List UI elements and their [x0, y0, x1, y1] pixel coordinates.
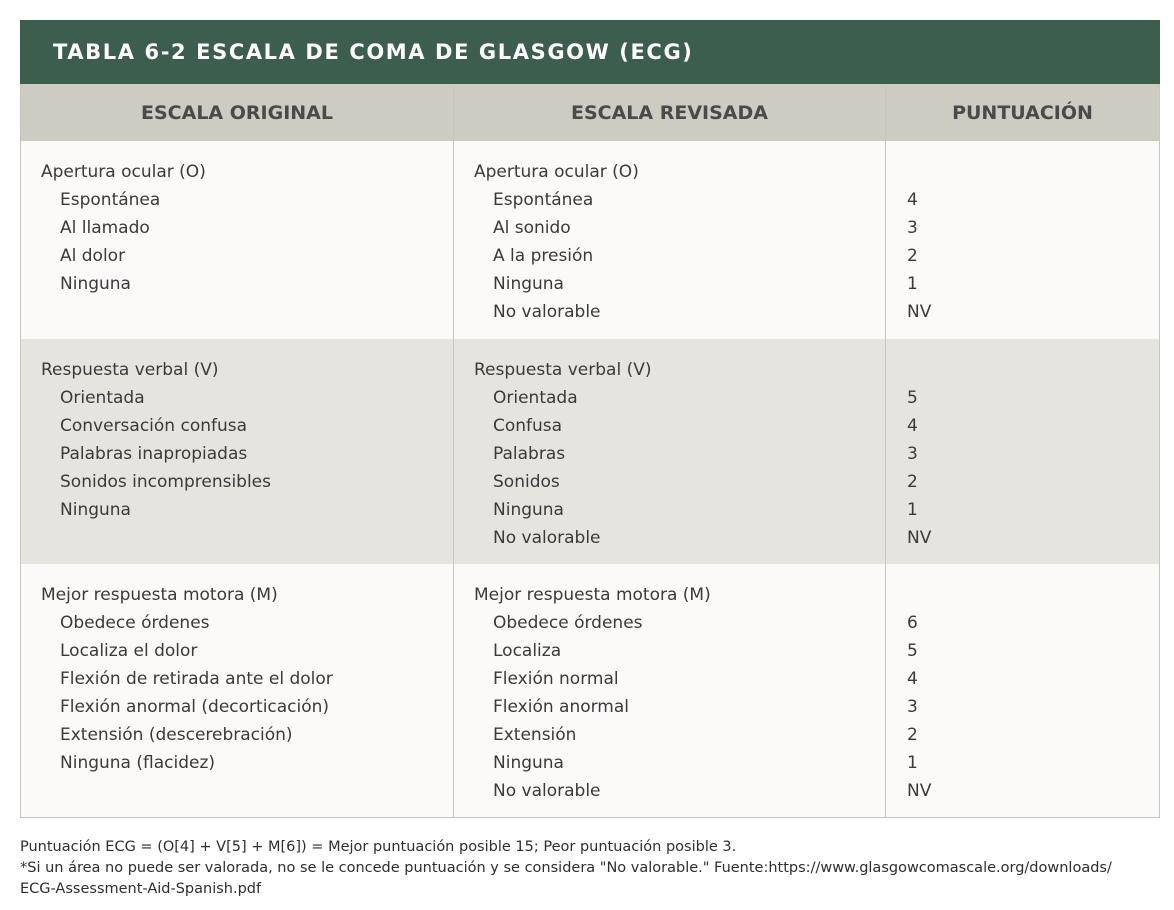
list-item: Localiza: [493, 641, 562, 661]
table-title: TABLA 6-2 ESCALA DE COMA DE GLASGOW (ECG): [20, 20, 1160, 84]
list-item: Sonidos: [493, 472, 560, 492]
list-item: Ninguna: [493, 274, 564, 294]
score-value: NV: [907, 781, 932, 801]
revised-column: [454, 564, 886, 817]
list-item: Sonidos incomprensibles: [60, 472, 271, 492]
list-item: A la presión: [493, 246, 594, 266]
score-value: 3: [907, 697, 918, 717]
section-verbal-response: [21, 339, 1159, 564]
footnote-source: *Si un área no puede ser valorada, no se le concede puntuación y se considera "No valorable." Fuente:https://www.glasgowcomascale.org/downloads/: [20, 860, 1112, 876]
score-column: [886, 564, 1159, 817]
original-column: [21, 564, 454, 817]
list-item: Palabras: [493, 444, 566, 464]
list-item: Ninguna: [60, 500, 131, 520]
score-value: 1: [907, 274, 918, 294]
section-heading: Mejor respuesta motora (M): [41, 585, 278, 605]
list-item: Palabras inapropiadas: [60, 444, 248, 464]
score-value: 6: [907, 613, 918, 633]
table-grid: [20, 84, 1160, 818]
header-original: ESCALA ORIGINAL: [21, 84, 454, 141]
footnotes: [20, 837, 1160, 900]
section-motor-response: [21, 564, 1159, 817]
section-heading: Respuesta verbal (V): [41, 360, 219, 380]
header-revised: ESCALA REVISADA: [454, 84, 886, 141]
list-item: Ninguna: [60, 274, 131, 294]
score-column: [886, 339, 1159, 564]
score-value: 2: [907, 472, 918, 492]
score-value: NV: [907, 302, 932, 322]
list-item: No valorable: [493, 781, 601, 801]
list-item: Obedece órdenes: [60, 613, 210, 633]
score-value: 4: [907, 190, 918, 210]
list-item: Extensión (descerebración): [60, 725, 293, 745]
footnote-source-cont: ECG-Assessment-Aid-Spanish.pdf: [20, 881, 262, 897]
header-score: PUNTUACIÓN: [952, 101, 1093, 124]
section-heading: Apertura ocular (O): [41, 162, 206, 182]
list-item: Extensión: [493, 725, 577, 745]
original-column: [21, 339, 454, 564]
section-heading: Respuesta verbal (V): [474, 360, 652, 380]
list-item: Al dolor: [60, 246, 126, 266]
score-value: 3: [907, 218, 918, 238]
glasgow-table: [20, 20, 1160, 818]
list-item: Ninguna: [493, 753, 564, 773]
list-item: Flexión normal: [493, 669, 619, 689]
score-value: 2: [907, 246, 918, 266]
score-value: 4: [907, 416, 918, 436]
list-item: Localiza el dolor: [60, 641, 198, 661]
list-item: Flexión de retirada ante el dolor: [60, 669, 333, 689]
footnote-formula: Puntuación ECG = (O[4] + V[5] + M[6]) = Mejor puntuación posible 15; Peor puntuación posible 3.: [20, 839, 737, 855]
score-value: 1: [907, 753, 918, 773]
list-item: Conversación confusa: [60, 416, 248, 436]
score-value: 4: [907, 669, 918, 689]
original-column: [21, 141, 454, 339]
revised-column: [454, 339, 886, 564]
section-eye-opening: [21, 141, 1159, 339]
list-item: Ninguna (flacidez): [60, 753, 216, 773]
list-item: Espontánea: [60, 190, 161, 210]
list-item: Obedece órdenes: [493, 613, 643, 633]
header-row: [21, 84, 1159, 141]
list-item: Ninguna: [493, 500, 564, 520]
score-value: 1: [907, 500, 918, 520]
score-value: 3: [907, 444, 918, 464]
list-item: Flexión anormal (decorticación): [60, 697, 330, 717]
list-item: No valorable: [493, 302, 601, 322]
score-value: NV: [907, 528, 932, 548]
list-item: Al sonido: [493, 218, 571, 238]
score-value: 5: [907, 641, 918, 661]
list-item: No valorable: [493, 528, 601, 548]
section-heading: Apertura ocular (O): [474, 162, 639, 182]
list-item: Flexión anormal: [493, 697, 630, 717]
list-item: Al llamado: [60, 218, 150, 238]
list-item: Confusa: [493, 416, 563, 436]
list-item: Espontánea: [493, 190, 594, 210]
list-item: Orientada: [493, 388, 578, 408]
score-value: 5: [907, 388, 918, 408]
section-heading: Mejor respuesta motora (M): [474, 585, 711, 605]
score-value: 2: [907, 725, 918, 745]
score-column: [886, 141, 1159, 339]
list-item: Orientada: [60, 388, 145, 408]
revised-column: [454, 141, 886, 339]
